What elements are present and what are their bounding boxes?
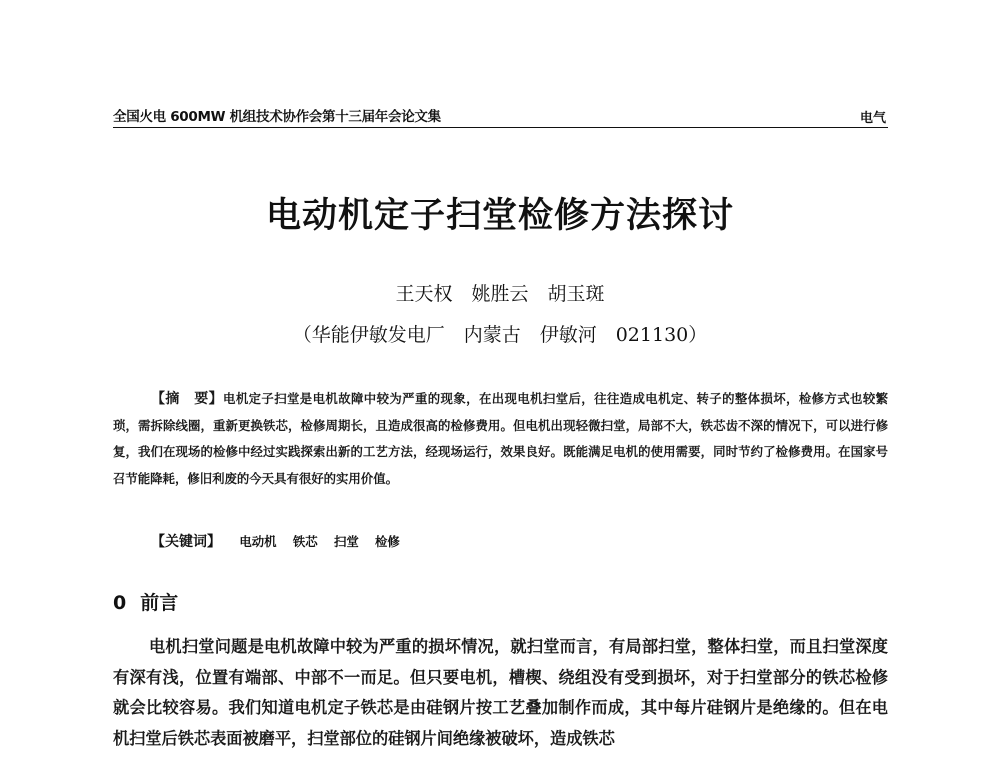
abstract-label: 【摘 要】 [151, 391, 224, 407]
keywords [151, 531, 400, 551]
journal-title: 全国火电 600MW 机组技术协作会第十三届年会论文集 [113, 109, 441, 125]
affiliation: （华能伊敏发电厂 内蒙古 伊敏河 021130） [292, 324, 708, 346]
running-header [113, 103, 888, 128]
keywords-label: 【关键词】 [151, 534, 221, 550]
keyword: 扫堂 [333, 534, 359, 549]
section-heading [113, 588, 178, 615]
abstract [113, 386, 888, 492]
keyword: 检修 [375, 534, 400, 549]
keyword: 电动机 [239, 534, 277, 549]
paper-title: 电动机定子扫堂检修方法探讨 [265, 196, 734, 236]
section-number: 0 [113, 592, 127, 614]
section-label: 电气 [859, 111, 886, 126]
abstract-text: 电机定子扫堂是电机故障中较为严重的现象，在出现电机扫堂后，往往造成电机定、转子的整体损坏，检修方式也较繁琐，需拆除线圈，重新更换铁芯，检修周期长，且造成很高的检修费用。但电机出现轻微扫堂，局部不大，铁芯齿不深的情况下，可以进行修复，我们在现场的检修中经过实践探索出新的工艺方法，经现场运行，效果良好。既能满足电机的使用需要，同时节约了检修费用。在国家号召节能降耗，修旧利废的今天具有很好的实用价值。 [113, 391, 889, 486]
keyword: 铁芯 [292, 534, 318, 549]
section-title: 前言 [140, 592, 179, 614]
authors: 王天权 姚胜云 胡玉斑 [395, 283, 605, 305]
body-paragraph: 电机扫堂问题是电机故障中较为严重的损坏情况，就扫堂而言，有局部扫堂，整体扫堂，而且扫堂深度有深有浅，位置有端部、中部不一而足。但只要电机，槽楔、绕组没有受到损坏，对于扫堂部分的铁芯检修就会比较容易。我们知道电机定子铁芯是由硅钢片按工艺叠加制作而成，其中每片硅钢片是绝缘的。但在电机扫堂后铁芯表面被磨平，扫堂部位的硅钢片间绝缘被破坏，造成铁芯 [113, 637, 888, 748]
